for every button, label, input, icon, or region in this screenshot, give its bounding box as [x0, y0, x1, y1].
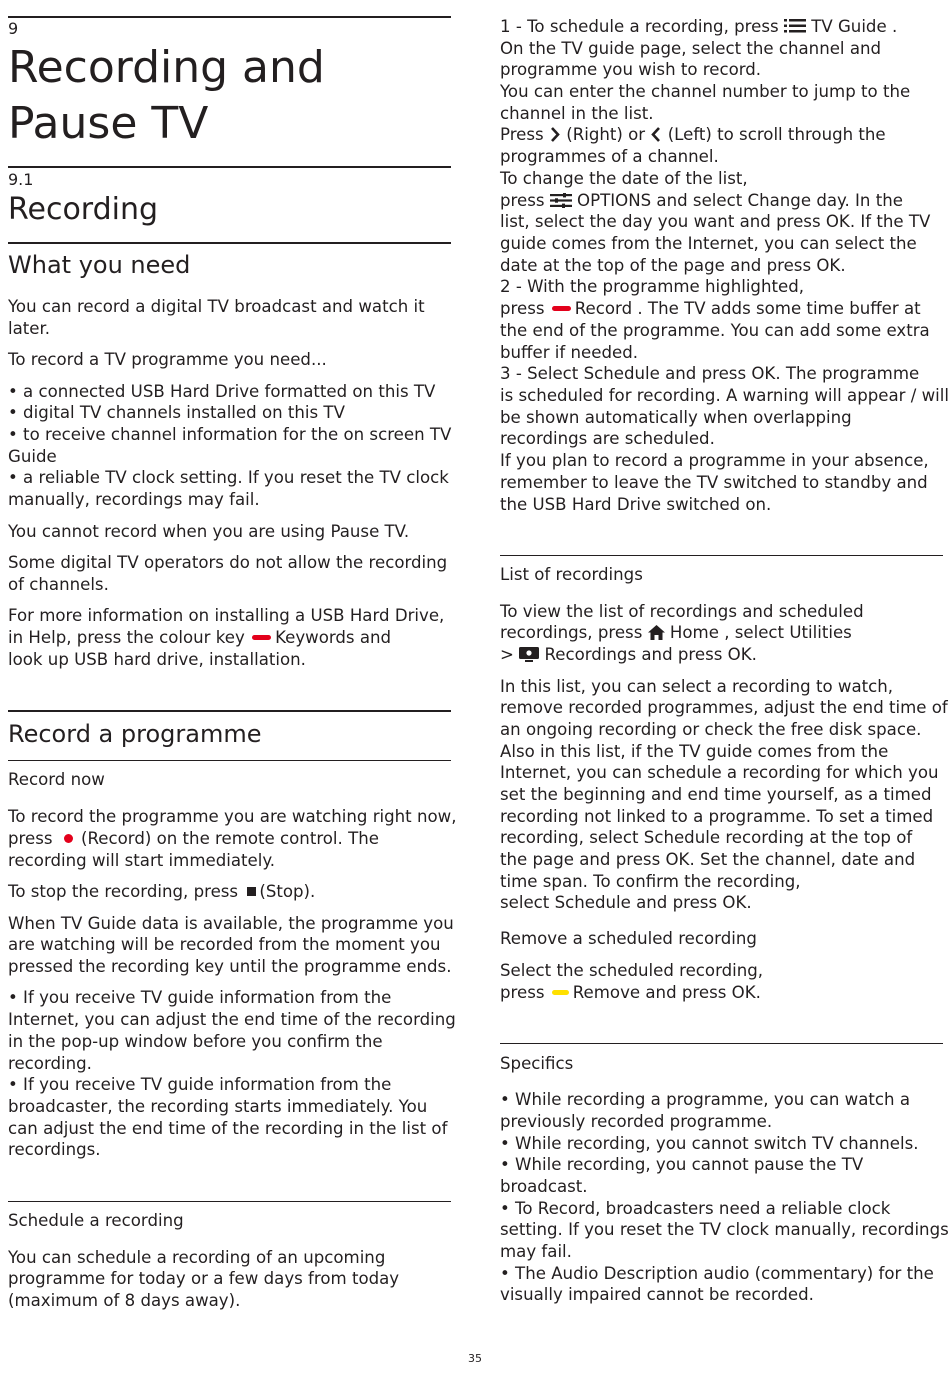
text: at the top of	[804, 828, 913, 847]
what-you-need-heading: What you need	[8, 251, 191, 279]
spec-b4-line1: • To Record, broadcasters need a reliable clock	[500, 1199, 891, 1218]
schedule-rule	[8, 1201, 451, 1202]
wyn-p5-line3	[8, 649, 306, 671]
spec-b3-line2: broadcast.	[500, 1177, 588, 1196]
tv-guide-label: TV Guide	[811, 17, 887, 36]
list-p1-line1: To view the list of recordings and scheduled	[500, 602, 864, 621]
sch-p1-line1: You can schedule a recording of an upcoming	[8, 1248, 386, 1267]
chapter-rule	[8, 16, 451, 18]
text: date at the top of the page and press	[500, 256, 817, 275]
list-p2-line4: Also in this list, if the TV guide comes from the	[500, 742, 889, 761]
list-p2-line1: In this list, you can select a recording to watch,	[500, 677, 894, 696]
stop-square-icon	[247, 887, 256, 896]
change-day-label: Change day	[747, 191, 845, 210]
sch-p2-line1: If you plan to record a programme in your absence,	[500, 451, 929, 470]
wyn-bullet-1: • a connected USB Hard Drive formatted on this TV	[8, 382, 436, 401]
ok-label: OK	[751, 364, 776, 383]
red-colour-key-icon	[252, 635, 271, 640]
list-heading: List of recordings	[500, 565, 643, 584]
spec-b4-line2: setting. If you reset the TV clock manually, recordings	[500, 1220, 949, 1239]
step1-line11: guide comes from the Internet, you can select the	[500, 234, 917, 253]
options-label: OPTIONS	[577, 191, 652, 210]
text: select	[500, 893, 555, 912]
list-p2-line6: set the beginning and end time yourself, as a timed	[500, 785, 932, 804]
spec-b5-line1: • The Audio Description audio (commentary) for the	[500, 1264, 934, 1283]
wyn-bullet-3-line1: • to receive channel information for the on screen TV	[8, 425, 452, 444]
list-p2-line9	[500, 849, 915, 871]
rn-b1-line3: in the pop-up window before you confirm the	[8, 1032, 383, 1051]
list-p2-line3: an ongoing recording or check the free disk space.	[500, 720, 922, 739]
options-sliders-icon	[550, 193, 572, 208]
text: and press	[640, 983, 732, 1002]
record-programme-heading: Record a programme	[8, 720, 262, 748]
schedule-label: Schedule	[554, 893, 631, 912]
section-number: 9.1	[8, 170, 34, 189]
schedule-heading: Schedule a recording	[8, 1211, 184, 1230]
step1-line12	[500, 255, 846, 277]
text: (Left) to scroll through the	[667, 125, 886, 144]
sch-p1-line3: (maximum of 8 days away).	[8, 1291, 241, 1310]
spec-b1-line1: • While recording a programme, you can watch a	[500, 1090, 911, 1109]
spec-b3-line1: • While recording, you cannot pause the TV	[500, 1155, 864, 1174]
record-now-heading: Record now	[8, 770, 105, 789]
step1-line7: programmes of a channel.	[500, 147, 719, 166]
wyn-p1-line1: You can record a digital TV broadcast and watch it	[8, 297, 425, 316]
list-p2-line2: remove recorded programmes, adjust the end time of	[500, 698, 948, 717]
text: look up	[8, 650, 75, 669]
wyn-p5-line2	[8, 627, 391, 649]
text: . Set the channel, date and	[689, 850, 916, 869]
step1-line3: programme you wish to record.	[500, 60, 762, 79]
rn-p1-line3: recording will start immediately.	[8, 851, 276, 870]
rn-p1-line1: To record the programme you are watching right now,	[8, 807, 457, 826]
text: . In the	[844, 191, 903, 210]
step2-line2	[500, 298, 921, 320]
yellow-colour-key-icon	[552, 990, 569, 995]
step2-line1: 2 - With the programme highlighted,	[500, 277, 805, 296]
ok-label: OK	[722, 893, 747, 912]
home-icon	[648, 625, 665, 640]
wyn-p2: To record a TV programme you need...	[8, 350, 327, 369]
list-rule	[500, 555, 943, 556]
step3-line2: is scheduled for recording. A warning will appear / will	[500, 386, 950, 405]
chevron-left-icon	[650, 127, 662, 142]
list-p2-line5: Internet, you can schedule a recording for which you	[500, 763, 939, 782]
text: (Record) on the remote control. The	[81, 829, 379, 848]
text: and press	[630, 893, 723, 912]
spec-b2: • While recording, you cannot switch TV channels.	[500, 1134, 919, 1153]
record-programme-rule	[8, 710, 451, 712]
spec-b1-line2: previously recorded programme.	[500, 1112, 773, 1131]
recordings-label: Recordings	[544, 645, 637, 664]
rn-p3-line2: are watching will be recorded from the moment you	[8, 935, 441, 954]
wyn-p4-line1: Some digital TV operators do not allow the recording	[8, 553, 448, 572]
chapter-title-line1: Recording and	[8, 42, 325, 93]
text: . The TV adds some time buffer at	[632, 299, 921, 318]
text: .	[300, 650, 306, 669]
utilities-label: Utilities	[789, 623, 852, 642]
wyn-p1-line2: later.	[8, 319, 51, 338]
text: press	[500, 191, 550, 210]
step1-line9	[500, 190, 903, 212]
record-label: Record	[574, 299, 633, 318]
text: press	[500, 299, 550, 318]
list-p2-line11	[500, 892, 752, 914]
ok-label: OK	[825, 212, 850, 231]
text: >	[500, 645, 520, 664]
sch-p1-line2: programme for today or a few days from today	[8, 1269, 400, 1288]
chevron-right-icon	[549, 127, 561, 142]
rn-b1-line4: recording.	[8, 1054, 92, 1073]
rn-b2-line2: broadcaster, the recording starts immediately. You	[8, 1097, 428, 1116]
section-title: Recording	[8, 192, 159, 227]
text: (Stop).	[259, 882, 316, 901]
text: list, select the day you want and press	[500, 212, 826, 231]
schedule-recording-label: Schedule recording	[643, 828, 804, 847]
page-number: 35	[468, 1352, 482, 1365]
sch-p2-line3: the USB Hard Drive switched on.	[500, 495, 772, 514]
text: Press	[500, 125, 549, 144]
wyn-p3: You cannot record when you are using Pause TV.	[8, 522, 410, 541]
wyn-bullet-2: • digital TV channels installed on this TV	[8, 403, 345, 422]
remove-p1-line1: Select the scheduled recording,	[500, 961, 764, 980]
text: .	[751, 645, 757, 664]
list-p1-line3	[500, 644, 757, 666]
remove-p1-line2	[500, 982, 761, 1004]
rn-b2-line3: can adjust the end time of the recording in the list of	[8, 1119, 448, 1138]
text: in	[8, 628, 29, 647]
text: and press	[636, 645, 728, 664]
remove-label: Remove	[572, 983, 641, 1002]
step1-line5: channel in the list.	[500, 104, 654, 123]
sch-p2-line2: remember to leave the TV switched to standby and	[500, 473, 928, 492]
rn-b2-line4: recordings.	[8, 1140, 101, 1159]
rn-p2	[8, 881, 315, 903]
rn-p1-line2	[8, 828, 379, 850]
ok-label: OK	[665, 850, 690, 869]
spec-b4-line3: may fail.	[500, 1242, 572, 1261]
ok-label: OK	[816, 256, 841, 275]
home-label: Home	[669, 623, 719, 642]
ok-label: OK	[727, 645, 752, 664]
keywords-label: Keywords	[275, 628, 355, 647]
text: To stop the recording, press	[8, 882, 244, 901]
specifics-heading: Specifics	[500, 1054, 574, 1073]
list-p2-line7: recording not linked to a programme. To set a timed	[500, 807, 934, 826]
step2-line3: the end of the programme. You can add some extra	[500, 321, 930, 340]
text: press	[8, 829, 58, 848]
step3-line3: be shown automatically when overlapping	[500, 408, 852, 427]
text: recordings, press	[500, 623, 648, 642]
text: 1 - To schedule a recording, press	[500, 17, 784, 36]
text: . If the TV	[849, 212, 931, 231]
text: the page and press	[500, 850, 666, 869]
step1-line1	[500, 16, 897, 38]
rn-b1-line2: Internet, you can adjust the end time of the recording	[8, 1010, 456, 1029]
section-rule	[8, 166, 451, 168]
wyn-bullet-3-line2: Guide	[8, 447, 57, 466]
text: 3 - Select	[500, 364, 584, 383]
ok-label: OK	[731, 983, 756, 1002]
wyn-p4-line2: of channels.	[8, 575, 109, 594]
text: .	[840, 256, 846, 275]
spec-b5-line2: visually impaired cannot be recorded.	[500, 1285, 814, 1304]
chapter-number: 9	[8, 19, 19, 38]
recordings-tv-icon	[519, 647, 539, 662]
text: and press	[659, 364, 752, 383]
step3-line4: recordings are scheduled.	[500, 429, 715, 448]
rn-b1-line1: • If you receive TV guide information from the	[8, 988, 392, 1007]
text: recording, select	[500, 828, 644, 847]
text: .	[755, 983, 761, 1002]
step1-line8: To change the date of the list,	[500, 169, 748, 188]
text: .	[886, 17, 898, 36]
text: . The programme	[775, 364, 920, 383]
text: , press the colour key	[66, 628, 245, 647]
remove-heading: Remove a scheduled recording	[500, 929, 757, 948]
wyn-bullet-4-line1: • a reliable TV clock setting. If you reset the TV clock	[8, 468, 449, 487]
rn-p3-line1: When TV Guide data is available, the programme you	[8, 914, 454, 933]
rn-b2-line1: • If you receive TV guide information from the	[8, 1075, 392, 1094]
list-p2-line8	[500, 827, 912, 849]
text: and select	[651, 191, 748, 210]
tv-guide-list-icon	[784, 19, 806, 33]
step2-line4: buffer if needed.	[500, 343, 639, 362]
specifics-rule	[500, 1043, 943, 1044]
what-you-need-rule	[8, 242, 451, 244]
step1-line6	[500, 124, 886, 146]
record-dot-icon	[64, 834, 73, 843]
text: .	[746, 893, 752, 912]
rn-p3-line3: pressed the recording key until the programme ends.	[8, 957, 452, 976]
text: and	[359, 628, 392, 647]
red-colour-key-icon	[552, 306, 571, 311]
text: press	[500, 983, 550, 1002]
list-p2-line10: time span. To confirm the recording,	[500, 872, 801, 891]
step1-line10	[500, 211, 930, 233]
help-link[interactable]: Help	[28, 628, 67, 647]
list-p1-line2	[500, 622, 852, 644]
chapter-title-line2: Pause TV	[8, 98, 209, 149]
wyn-p5-line1: For more information on installing a USB Hard Drive,	[8, 606, 445, 625]
text: , select	[718, 623, 790, 642]
record-now-rule	[8, 760, 451, 761]
wyn-bullet-4-line2: manually, recordings may fail.	[8, 490, 260, 509]
text: (Right) or	[566, 125, 651, 144]
step1-line4: You can enter the channel number to jump to the	[500, 82, 911, 101]
usb-install-link[interactable]: USB hard drive, installation	[74, 650, 301, 669]
step1-line2: On the TV guide page, select the channel and	[500, 39, 882, 58]
step3-line1	[500, 363, 919, 385]
schedule-label: Schedule	[583, 364, 660, 383]
